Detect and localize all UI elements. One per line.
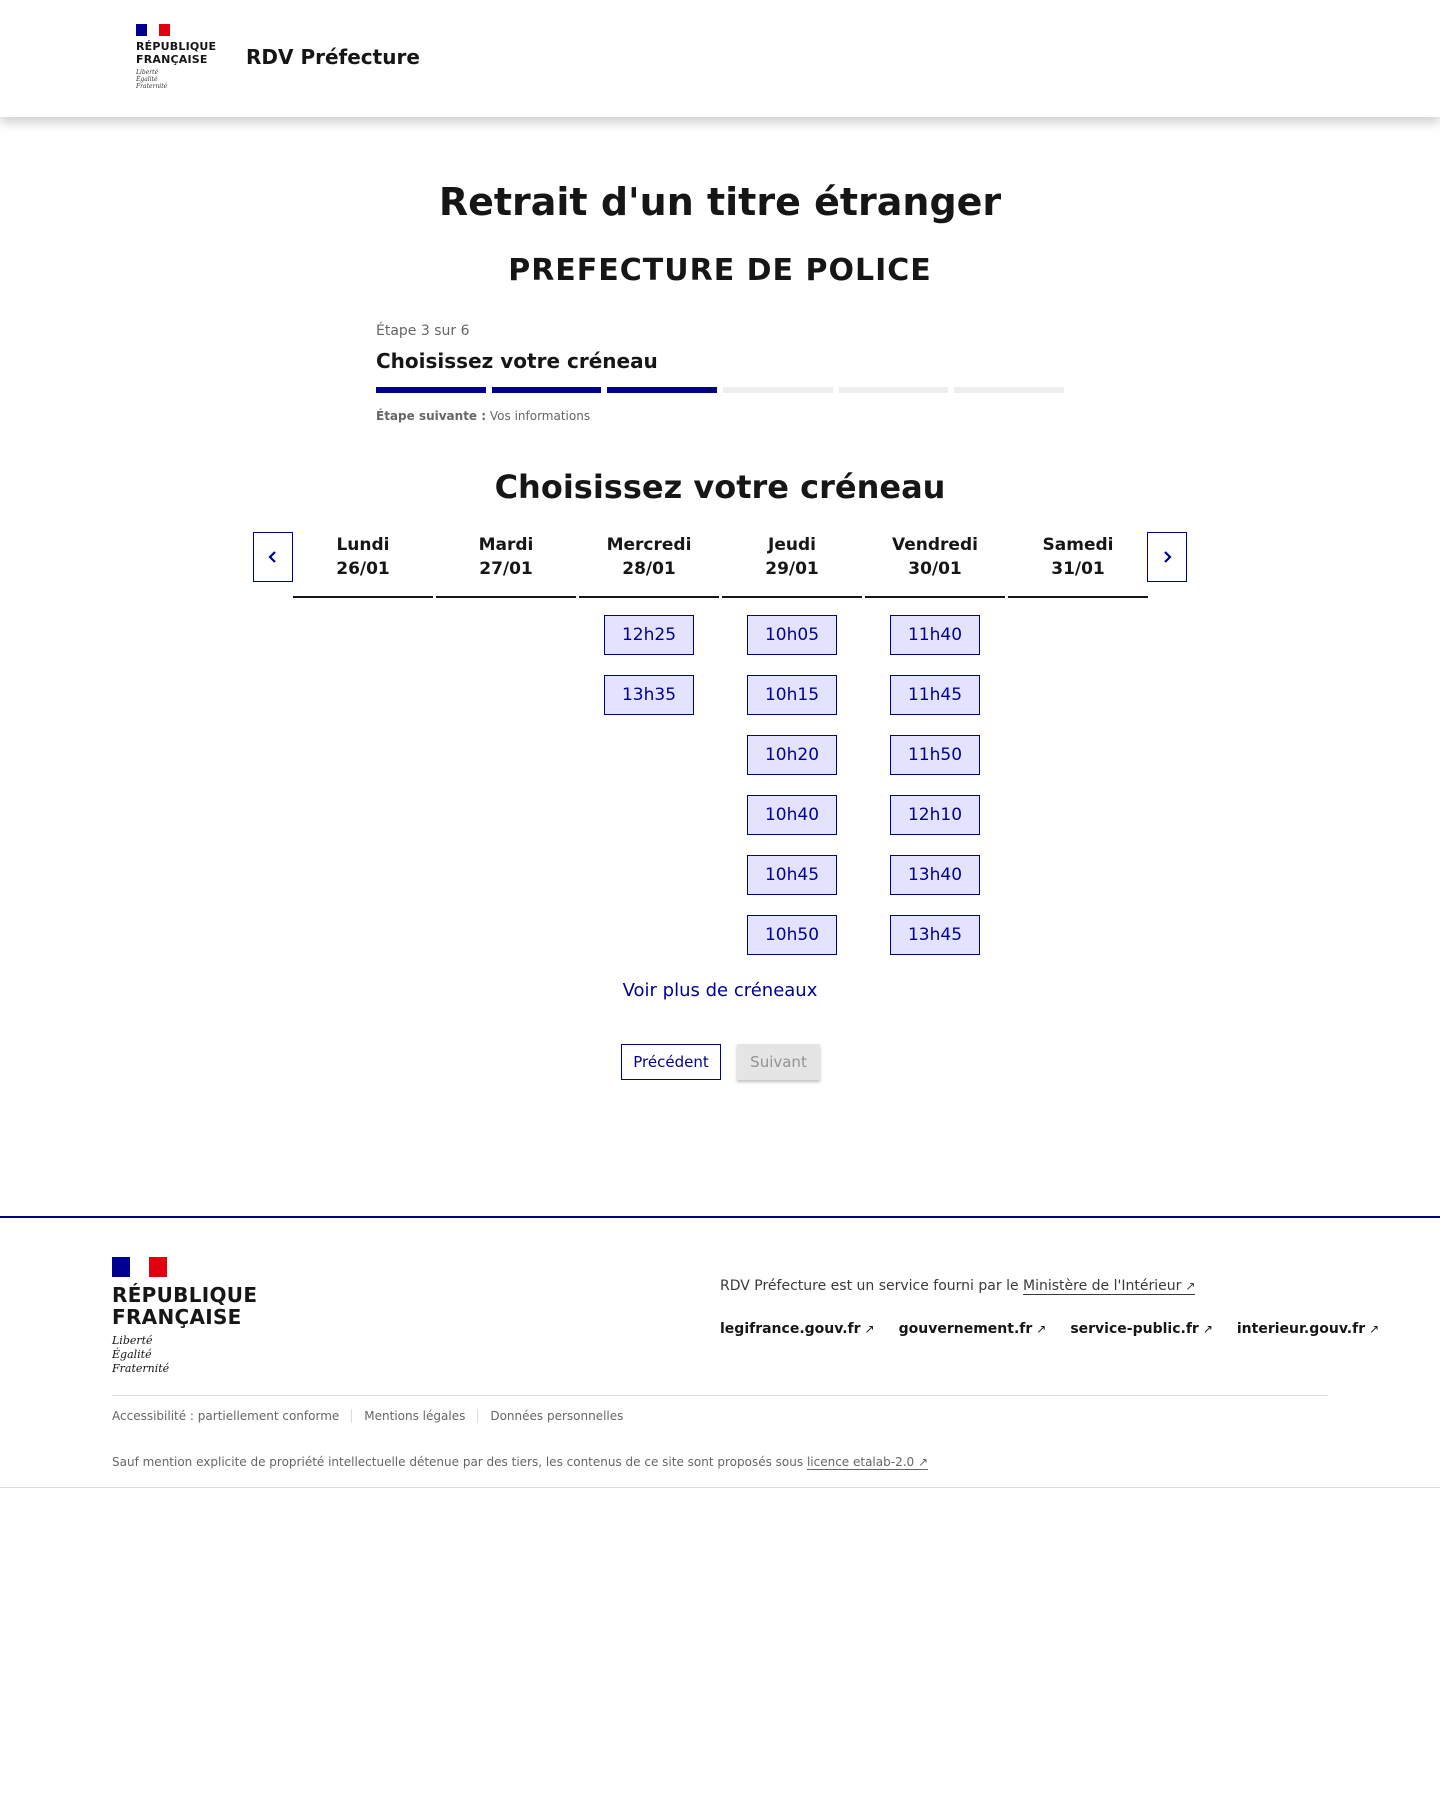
- footer-motto-egalite: Égalité: [112, 1348, 152, 1361]
- step-next: [376, 409, 1064, 423]
- day-date: 29/01: [765, 559, 819, 579]
- day-name: Samedi: [1042, 535, 1114, 555]
- day-column: [865, 532, 1005, 955]
- time-slot-button[interactable]: 10h50: [747, 915, 837, 955]
- slot-list: [436, 598, 576, 615]
- slot-heading: Choisissez votre créneau: [494, 468, 946, 506]
- french-flag-icon: [112, 1257, 167, 1277]
- previous-week-button[interactable]: [253, 532, 293, 582]
- day-name: Mercredi: [606, 535, 692, 555]
- external-link-icon: ↗: [864, 1322, 875, 1336]
- day-header: [579, 532, 719, 598]
- previous-button[interactable]: Précédent: [621, 1044, 721, 1080]
- time-slot-button[interactable]: 10h15: [747, 675, 837, 715]
- day-name: Mardi: [478, 535, 534, 555]
- motto-fraternite: Fraternité: [136, 83, 168, 90]
- french-flag-icon: [136, 24, 170, 36]
- external-link-icon: ↗: [1369, 1322, 1380, 1336]
- brand-line-2: FRANÇAISE: [136, 53, 208, 66]
- slot-list: [293, 598, 433, 615]
- step-title: Choisissez votre créneau: [376, 349, 658, 373]
- license-link[interactable]: [807, 1455, 928, 1470]
- footer-bottom-link[interactable]: Accessibilité : partiellement conforme: [112, 1409, 340, 1423]
- brand-line-1: RÉPUBLIQUE: [136, 40, 217, 53]
- footer-brand-line-2: FRANÇAISE: [112, 1305, 242, 1329]
- motto-egalite: Égalité: [136, 76, 158, 83]
- day-date: 28/01: [622, 559, 676, 579]
- footer-link[interactable]: [1070, 1321, 1213, 1337]
- footer-bottom-links: [112, 1409, 635, 1423]
- time-slot-button[interactable]: 13h35: [604, 675, 694, 715]
- page-title: Retrait d'un titre étranger: [438, 180, 1002, 224]
- next-week-button[interactable]: [1147, 532, 1187, 582]
- motto: [136, 69, 216, 90]
- external-link-icon: ↗: [1202, 1322, 1213, 1336]
- step-bar-5: [839, 387, 949, 393]
- calendar-days: [293, 532, 1148, 955]
- time-slot-button[interactable]: 11h40: [890, 615, 980, 655]
- footer-motto: [112, 1334, 257, 1376]
- republique-francaise-logo[interactable]: [136, 24, 216, 90]
- footer-logo[interactable]: [112, 1257, 257, 1376]
- footer-bottom-link[interactable]: Mentions légales: [351, 1409, 477, 1423]
- footer-bottom-link[interactable]: Données personnelles: [477, 1409, 635, 1423]
- site-footer: [0, 1216, 1440, 1488]
- footer-link-label: service-public.fr: [1070, 1321, 1199, 1337]
- time-slot-button[interactable]: 12h10: [890, 795, 980, 835]
- day-header: [722, 532, 862, 598]
- step-bar-3: [607, 387, 717, 393]
- day-column: [579, 532, 719, 955]
- page-subtitle: PREFECTURE DE POLICE: [508, 253, 932, 288]
- footer-link-label: gouvernement.fr: [898, 1321, 1033, 1337]
- ministry-link-label: Ministère de l'Intérieur: [1023, 1278, 1182, 1294]
- time-slot-button[interactable]: 10h45: [747, 855, 837, 895]
- time-slot-button[interactable]: 12h25: [604, 615, 694, 655]
- footer-divider: [112, 1395, 1328, 1396]
- footer-link-label: interieur.gouv.fr: [1236, 1321, 1366, 1337]
- step-progress-bar: [376, 387, 1064, 393]
- footer-description: [720, 1278, 1195, 1294]
- external-link-icon: ↗: [1036, 1322, 1047, 1336]
- step-bar-2: [492, 387, 602, 393]
- time-slot-button[interactable]: 10h40: [747, 795, 837, 835]
- step-next-label: Étape suivante :: [376, 409, 487, 423]
- footer-motto-liberte: Liberté: [112, 1334, 153, 1347]
- external-link-icon: ↗: [918, 1455, 929, 1469]
- footer-link[interactable]: [1237, 1321, 1379, 1337]
- step-count: Étape 3 sur 6: [376, 323, 470, 339]
- service-title[interactable]: RDV Préfecture: [246, 45, 420, 69]
- step-next-value: Vos informations: [489, 409, 591, 423]
- footer-motto-fraternite: Fraternité: [112, 1362, 170, 1375]
- site-header: [0, 0, 1440, 117]
- form-actions: [621, 1044, 820, 1080]
- day-column: [722, 532, 862, 955]
- day-header: [865, 532, 1005, 598]
- stepper: [376, 323, 1064, 423]
- day-date: 26/01: [336, 559, 390, 579]
- ministry-link[interactable]: [1023, 1278, 1195, 1295]
- chevron-right-icon: [1161, 550, 1173, 564]
- time-slot-button[interactable]: 11h50: [890, 735, 980, 775]
- footer-link[interactable]: [899, 1321, 1047, 1337]
- day-date: 27/01: [479, 559, 533, 579]
- day-name: Lundi: [336, 535, 390, 555]
- footer-link[interactable]: [720, 1321, 875, 1337]
- slot-list: [1008, 598, 1148, 615]
- day-header: [436, 532, 576, 598]
- day-name: Vendredi: [892, 535, 978, 555]
- time-slot-button[interactable]: 11h45: [890, 675, 980, 715]
- slot-list: [865, 598, 1005, 955]
- license-link-label: licence etalab-2.0: [806, 1455, 915, 1469]
- footer-desc-text: RDV Préfecture est un service fourni par le: [720, 1278, 1019, 1294]
- license-text: Sauf mention explicite de propriété intellectuelle détenue par des tiers, les contenus de ce site sont proposés sous: [112, 1455, 804, 1469]
- step-bar-1: [376, 387, 486, 393]
- slot-list: [579, 598, 719, 715]
- more-slots-link[interactable]: Voir plus de créneaux: [622, 980, 818, 1001]
- day-header: [293, 532, 433, 598]
- day-column: [436, 532, 576, 955]
- time-slot-button[interactable]: 10h05: [747, 615, 837, 655]
- external-link-icon: ↗: [1185, 1279, 1196, 1293]
- day-column: [1008, 532, 1148, 955]
- slot-list: [722, 598, 862, 955]
- footer-link-label: legifrance.gouv.fr: [720, 1321, 861, 1337]
- footer-links: [720, 1321, 1379, 1337]
- chevron-left-icon: [267, 550, 279, 564]
- next-button[interactable]: Suivant: [737, 1044, 820, 1080]
- time-slot-button[interactable]: 13h40: [890, 855, 980, 895]
- day-name: Jeudi: [768, 535, 816, 555]
- step-bar-4: [723, 387, 833, 393]
- motto-liberte: Liberté: [136, 69, 159, 76]
- time-slot-button[interactable]: 13h45: [890, 915, 980, 955]
- day-header: [1008, 532, 1148, 598]
- day-date: 31/01: [1051, 559, 1105, 579]
- day-column: [293, 532, 433, 955]
- time-slot-button[interactable]: 10h20: [747, 735, 837, 775]
- footer-brand-line-1: RÉPUBLIQUE: [112, 1283, 258, 1307]
- day-date: 30/01: [908, 559, 962, 579]
- footer-license: [112, 1455, 928, 1469]
- step-bar-6: [954, 387, 1064, 393]
